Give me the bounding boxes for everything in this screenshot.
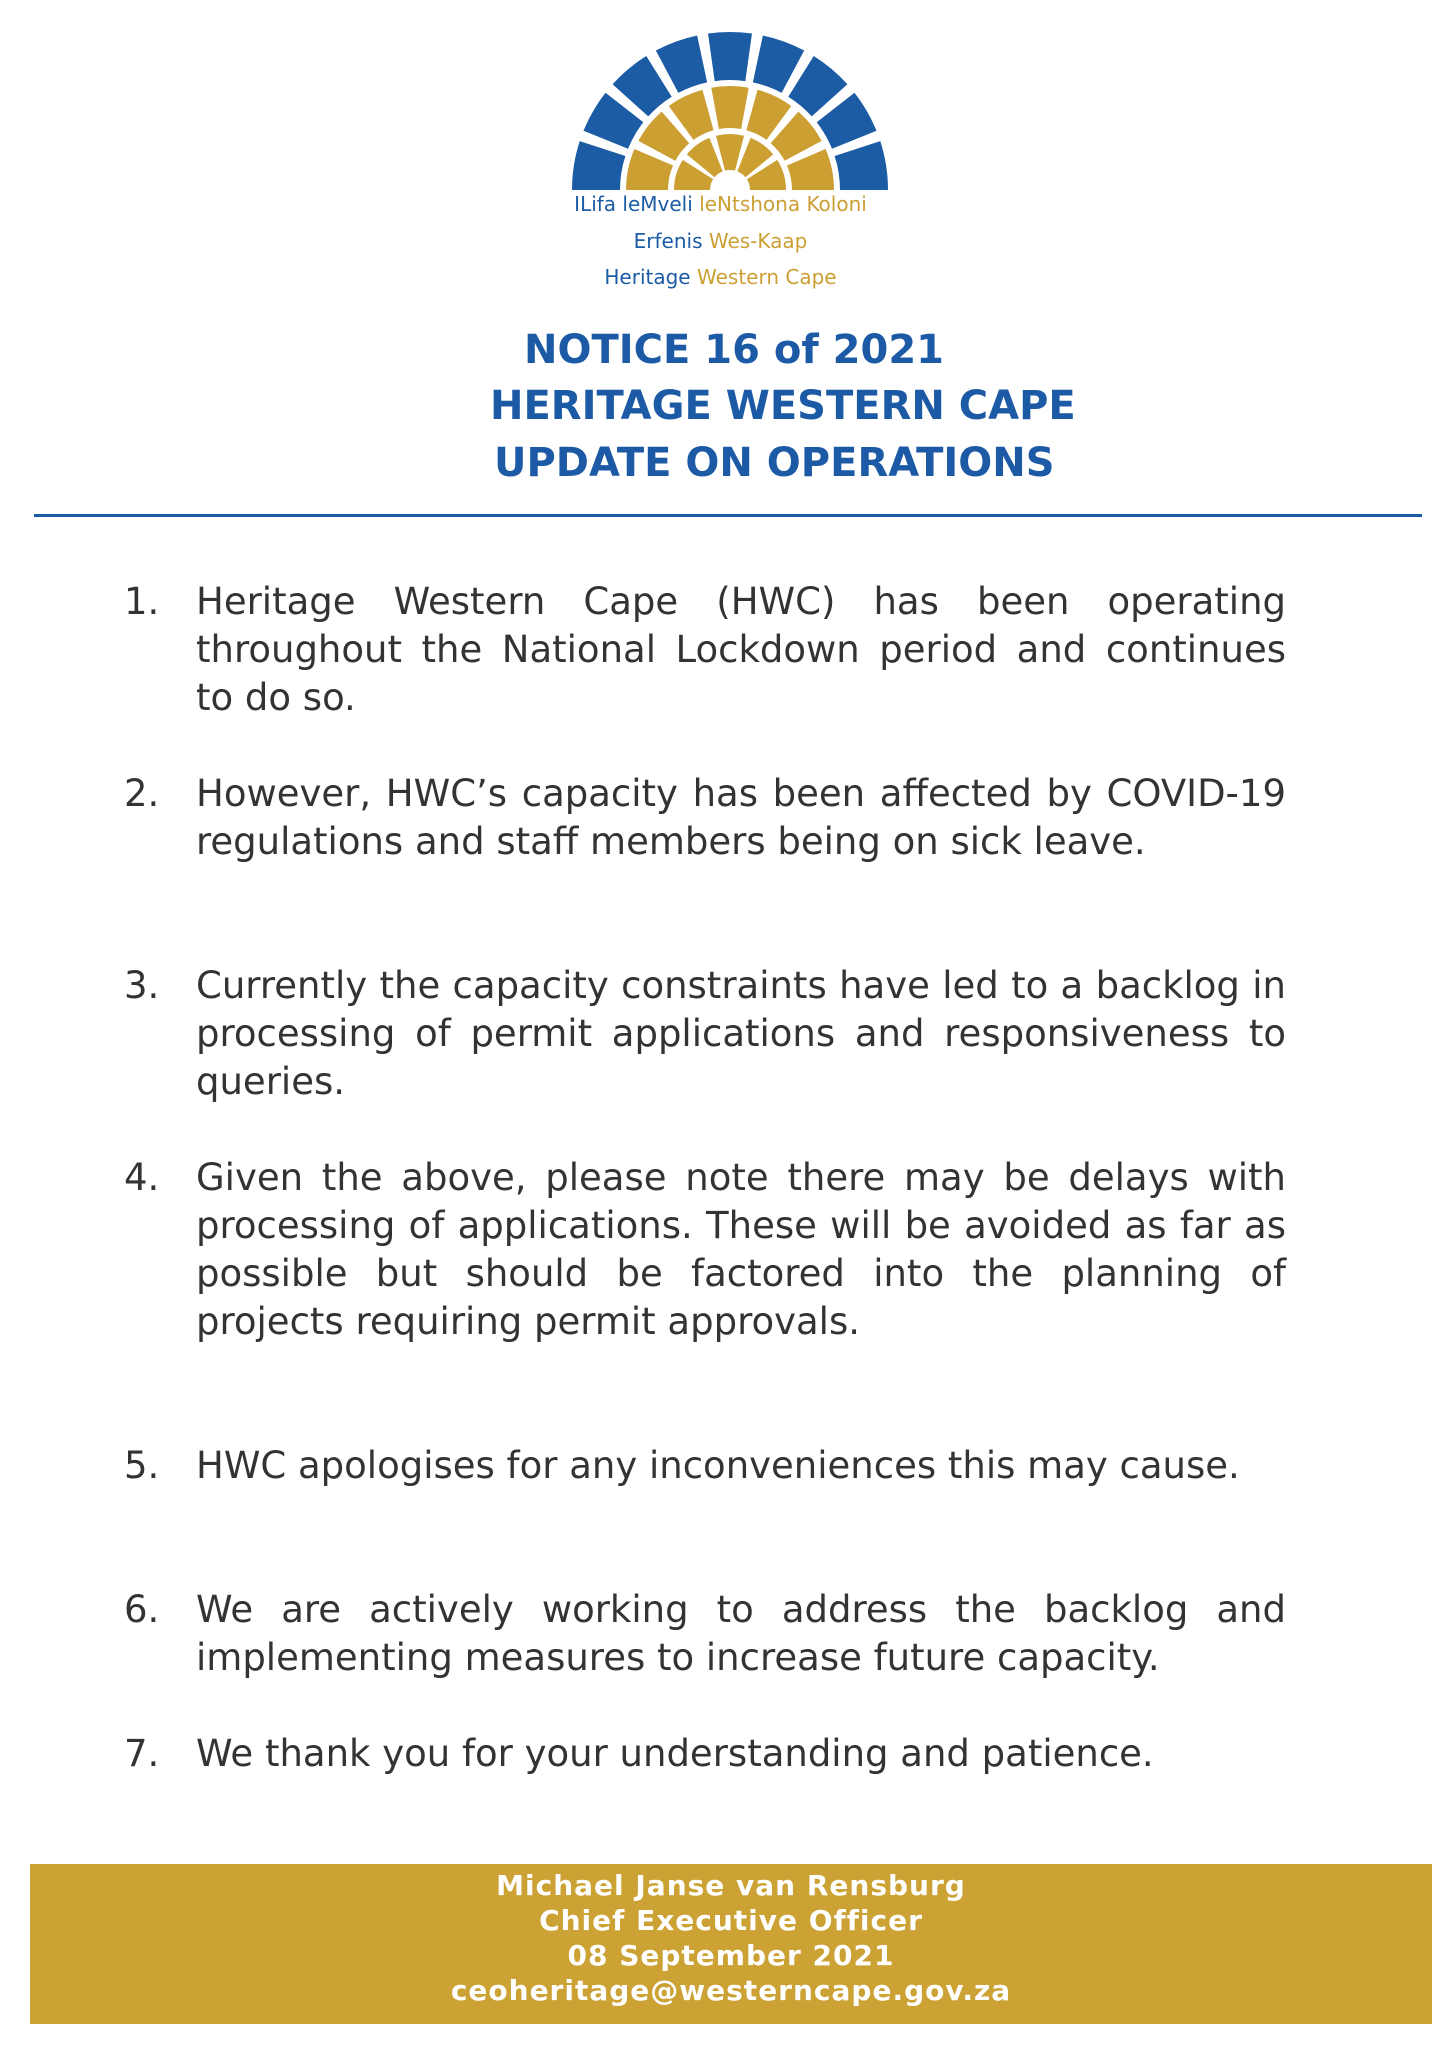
list-item (124, 1730, 1286, 1778)
logo-text-xhosa-part1: ILifa leMveli (574, 192, 693, 216)
notice-title: NOTICE 16 of 2021 (524, 327, 944, 373)
list-item (124, 770, 1286, 866)
title-divider (34, 514, 1422, 517)
list-item-number: 7. (124, 1732, 160, 1775)
list-item-text: Given the above, please note there may be delays with processing of applications. These will be avoided as far as possible but should be factored into the planning of projects requiring permit approvals. (196, 1156, 1286, 1343)
list-item-number: 1. (124, 580, 160, 623)
notice-title-subject: UPDATE ON OPERATIONS (494, 440, 1055, 486)
list-item-number: 5. (124, 1444, 160, 1487)
signature-footer (30, 1864, 1432, 2024)
list-item (124, 1586, 1286, 1682)
list-item-text: Currently the capacity constraints have led to a backlog in processing of permit applications and responsiveness to queries. (196, 964, 1286, 1103)
heritage-western-cape-logo-icon (570, 30, 890, 190)
logo-text-xhosa-part2: leNtshona Koloni (699, 192, 867, 216)
logo-text-english-part1: Heritage (604, 265, 691, 289)
signatory-name: Michael Janse van Rensburg (496, 1869, 966, 1902)
list-item-text: However, HWC’s capacity has been affected by COVID-19 regulations and staff members being on sick leave. (196, 772, 1286, 863)
list-item-text: HWC apologises for any inconveniences this may cause. (196, 1444, 1240, 1487)
signatory-role: Chief Executive Officer (539, 1904, 923, 1937)
list-item-number: 3. (124, 964, 160, 1007)
notice-date: 08 September 2021 (567, 1939, 895, 1972)
logo-text-afrikaans-part1: Erfenis (633, 229, 703, 253)
logo-text-afrikaans (0, 229, 1445, 253)
logo-text-xhosa (0, 192, 1445, 216)
logo-text-afrikaans-part2: Wes-Kaap (708, 229, 808, 253)
list-item-number: 2. (124, 772, 160, 815)
contact-email: ceoheritage@westerncape.gov.za (450, 1974, 1012, 2007)
logo-text-english (0, 265, 1445, 289)
list-item-text: We are actively working to address the backlog and implementing measures to increase future capacity. (196, 1588, 1286, 1679)
list-item (124, 1154, 1286, 1346)
list-item-text: We thank you for your understanding and patience. (196, 1732, 1154, 1775)
list-item-number: 4. (124, 1156, 160, 1199)
list-item-number: 6. (124, 1588, 160, 1631)
list-item (124, 1442, 1286, 1490)
list-item (124, 578, 1286, 722)
list-item (124, 962, 1286, 1106)
notice-title-org: HERITAGE WESTERN CAPE (490, 383, 1076, 429)
list-item-text: Heritage Western Cape (HWC) has been operating throughout the National Lockdown period and continues to do so. (196, 580, 1286, 719)
logo-text-english-part2: Western Cape (696, 265, 837, 289)
